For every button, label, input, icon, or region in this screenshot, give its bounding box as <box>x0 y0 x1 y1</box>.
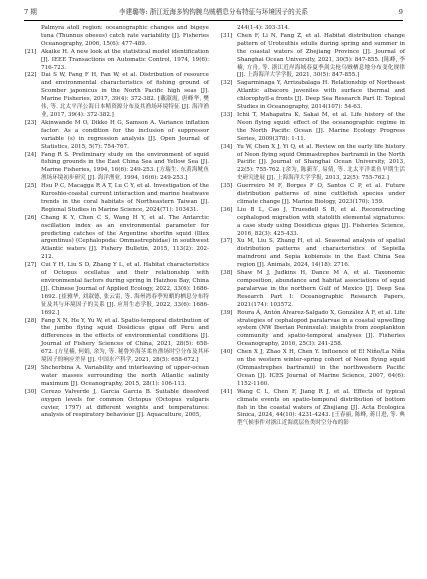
reference-item <box>25 49 209 73</box>
reference-text: Shaw M J, Judkins H, Dance M A, et al. Taxonomic composition, abundance and habitat associations of squid paralarvae in the northern Gulf of Mexico [J]. Deep Sea Research Part I: Oceanographic Research Papers, 2021(174): 103572. <box>237 270 405 308</box>
reference-item <box>221 270 405 310</box>
reference-item <box>221 112 405 144</box>
reference-text: Xu M, Liu S, Zhang H, et al. Seasonal analysis of spatial distribution patterns and characteristics of Sepiella maindroni and Sepia kobiensis in the East China Sea region [J]. Animals, 2024, 14(18): 2716. <box>237 238 405 269</box>
reference-text: Ichii T, Mahapatra K, Sakai M, et al. Life history of the Neon flying squid: effect of the oceanographic regime in the North Pacific Ocean [J]. Marine Ecology Progress Series, 2009(378): 1-11. <box>237 111 405 142</box>
reference-text: Palmyra atoll region: oceanographic changes and bigeye tuna (Thunnus obesus) catch rate variability [J]. Fisheries Oceanography, 2006, 15(6): 477-489. <box>41 25 209 47</box>
reference-item <box>25 318 209 365</box>
reference-text: Chen X J, Zhao X H, Chen Y. Influence of El Niño/La Niña on the western winter-spring cohort of Neon flying squid (Ommastrephes bartramii) in the northwestern Pacific Ocean [J]. ICES Journal of Marine Science, 2007, 64(6): 1152-1160. <box>237 349 405 387</box>
reference-item <box>25 72 209 119</box>
reference-item <box>221 207 405 239</box>
reference-number: [21] <box>25 48 37 55</box>
reference-number: [38] <box>221 270 233 277</box>
reference-number: [27] <box>25 262 37 269</box>
reference-number: [39] <box>221 309 233 316</box>
references-right-column <box>221 25 405 428</box>
reference-text: Hsu P C, Macagga R A T, Lu C Y, et al. Investigation of the Kuroshio-coastal current interaction and marine heatwave trends in the coral habitats of Northeastern Taiwan [J]. Regional Studies in Marine Science, 2024(71): 103431. <box>41 183 209 213</box>
reference-item <box>25 262 209 317</box>
reference-item <box>221 310 405 350</box>
reference-number: [23] <box>25 119 37 126</box>
reference-number: [35] <box>221 183 233 190</box>
reference-number: [41] <box>221 388 233 395</box>
reference-number: [33] <box>221 111 233 118</box>
reference-number: [31] <box>221 32 233 39</box>
reference-number: [24] <box>25 151 37 158</box>
reference-text: Fang X N, He Y, Yu W, et al. Spatio-temporal distribution of the jumbo flying squid Dosidicus gigas off Peru and differences in the effects of environmental conditions [J]. Journal of Fishery Sciences of China, 2021, 28(5): 658-672. [方星楠, 何娟, 余为, 等. 秘鲁外海茎柔鱼渔场时空分布及其环境因子的响应差异 [J]. 中国水产科学, 2021, 28(5): 658-672.] <box>41 317 209 364</box>
reference-text: Dai S W, Fang F H, Fan W, et al. Distribution of resource and environmental characteristics of fishing ground of Scomber japonicus in the North Pacific high seas [J]. Marine Fisheries, 2017, 39(4): 372-382. [戴淑霞, 唐峰华, 樊伟, 等. 北太平洋公海日本鲭资源分布及其渔场环境特征 [J]. 海洋渔业, 2017, 39(4): 372-382.] <box>41 72 209 118</box>
page-number: 7 期 <box>24 8 37 16</box>
reference-item <box>221 144 405 184</box>
reference-text: Fang R S. Preliminary study on the environment of squid fishing grounds in the East China Sea and Yellow Sea [J]. Marine Fisheries, 1994, 16(6): 249-253. [方瑞生. 东黄海鱿鱼渔场环境初步研究 [J]. 海洋渔业, 1994, 16(6): 249-253.] <box>41 151 209 182</box>
reference-text: Chang K Y, Chen C S, Wang H Y, et al. The Antarctic oscillation index as an environmental parameter for predicting catches of the Argentine shortfin squid (Illex argentinus) (Cephalopoda: Ommastrephidae) in southwest Atlantic waters [J]. Fishery Bulletin, 2015, 113(2): 202-212. <box>41 214 209 261</box>
reference-number: [32] <box>221 80 233 87</box>
reference-number: [37] <box>221 238 233 245</box>
reference-number: [22] <box>25 72 37 79</box>
reference-text: Wang C L, Chen F, Jiang R J, et al. Effects of typical climate events on spatio-temporal distribution of bottom fish in the coastal waters of Zhejiang [J]. Acta Ecologica Sinica, 2024, 44(10): 4231-4243. [王春丽, 陈峰, 蒋日进, 等. 典型气候事件对浙江近海底层鱼类时空分布的影 <box>237 388 405 427</box>
reference-text: Yu W, Chen X J, Yi Q, et al. Review on the early life history of Neon flying squid Ommastrephes bartramii in the North Pacific [J]. Journal of Shanghai Ocean University, 2013, 22(5): 755-762. [余为, 陈新军, 易倩, 等. 北太平洋柔鱼早期生活史研究进展 [J]. 上海海洋大学学报, 2013, 22(5): 755-762.] <box>237 143 405 182</box>
reference-item <box>25 120 209 152</box>
reference-item <box>25 389 209 421</box>
reference-number: [30] <box>25 388 37 395</box>
reference-item <box>25 25 209 49</box>
reference-item <box>221 389 405 429</box>
reference-text: Akinwande M O, Dikko H G, Samson A. Variance inflation factor: As a condition for the inclusion of suppressor variable (s) in regression analysis [J]. Open Journal of Statistics, 2015, 5(7): 754-767. <box>41 119 209 150</box>
reference-text: 244(1-4): 303-314. <box>237 25 290 31</box>
reference-item <box>221 33 405 80</box>
reference-number: [25] <box>25 183 37 190</box>
reference-text: Chen F, Li N, Fang Z, et al. Habitat distribution change pattern of Uroteuthis edulis during spring and summer in the coastal waters of Zhejiang Province [J]. Journal of Shanghai Ocean University, 2021, 30(5): 847-855. [陈峰, 李楠, 方舟, 等. 浙江近岸海域春夏季剑尖枪乌贼栖息地分布变化规律 [J]. 上海海洋大学学报, 2021, 30(5): 847-855.] <box>237 32 405 79</box>
reference-item <box>221 238 405 270</box>
reference-number: [28] <box>25 317 37 324</box>
reference-number: [26] <box>25 214 37 221</box>
page-number-right: 9 <box>398 8 403 16</box>
reference-item <box>221 25 405 33</box>
reference-text: Cui Y H, Liu S D, Zhang Y L, et al. Habitat characteristics of Octopus ocellatus and their relationship with environmental factors during spring in Haizhou Bay, China [J]. Chinese Journal of Applied Ecology, 2022, 33(6): 1686-1692. [崔雅华, 刘淑德, 张云雷, 等. 海州湾春季短蛸的栖息分布特征及其与环境因子的关系 [J]. 应用生态学报, 2022, 33(6): 1686-1692.] <box>41 262 209 316</box>
reference-text: Roura Á, Antón Álvarez-Salgado X, González Á F, et al. Life strategies of cephalopod paralarvae in a coastal upwelling system (NW Iberian Peninsula): insights from zooplankton community and spatio-temporal analyses [J]. Fisheries Oceanography, 2016, 25(3): 241-258. <box>237 309 405 348</box>
reference-text: Akaike H. A new look at the statistical model identification [J]. IEEE Transactions on Automatic Control, 1974, 19(6): 716-723. <box>41 48 209 71</box>
reference-item <box>221 80 405 112</box>
reference-number: [40] <box>221 349 233 356</box>
reference-text: Shcherbina A. Variability and interleaving of upper-ocean water masses surrounding the north Atlantic salinity maximum [J]. Oceanography, 2015, 28(1): 106-113. <box>41 364 209 387</box>
reference-item <box>221 349 405 389</box>
reference-text: Guerreiro M F, Borges F O, Santos C P, et al. Future distribution patterns of nine cuttlefish species under climate change [J]. Marine Biology, 2023(170): 159. <box>237 183 405 205</box>
reference-text: Sagarminaga Y, Arrizabalaga H. Relationship of Northeast Atlantic albacore juveniles with surface thermal and chlorophyll-a fronts [J]. Deep Sea Research Part II: Topical Studies in Oceanography, 2014(107): 54-63. <box>237 80 405 111</box>
reference-item <box>25 215 209 262</box>
running-title: 李建璐等: 浙江近海多钩钩腕乌贼栖息分布特征与环境因子的关系 <box>119 8 308 16</box>
reference-item <box>25 152 209 184</box>
reference-item <box>25 183 209 215</box>
page-header <box>24 6 403 21</box>
reference-number: [36] <box>221 206 233 213</box>
references-left-column <box>25 25 209 420</box>
reference-item <box>25 365 209 389</box>
reference-text: Liu B L, Cao J, Truesdell S B, et al. Reconstructing cephalopod migration with statolith elemental signatures: a case study using Dosidicus gigas [J]. Fisheries Science, 2016, 82(3): 425-433. <box>237 206 405 237</box>
reference-number: [29] <box>25 364 37 371</box>
reference-number: [34] <box>221 143 233 150</box>
reference-text: Cerezo Valverde J, Garcia Garcia B. Suitable dissolved oxygen levels for common Octopus (Octopus vulgaris cuvier, 1797) at different weights and temperatures: analysis of respiratory behaviour [J]. Aquaculture, 2005, <box>41 388 209 419</box>
reference-item <box>221 183 405 207</box>
